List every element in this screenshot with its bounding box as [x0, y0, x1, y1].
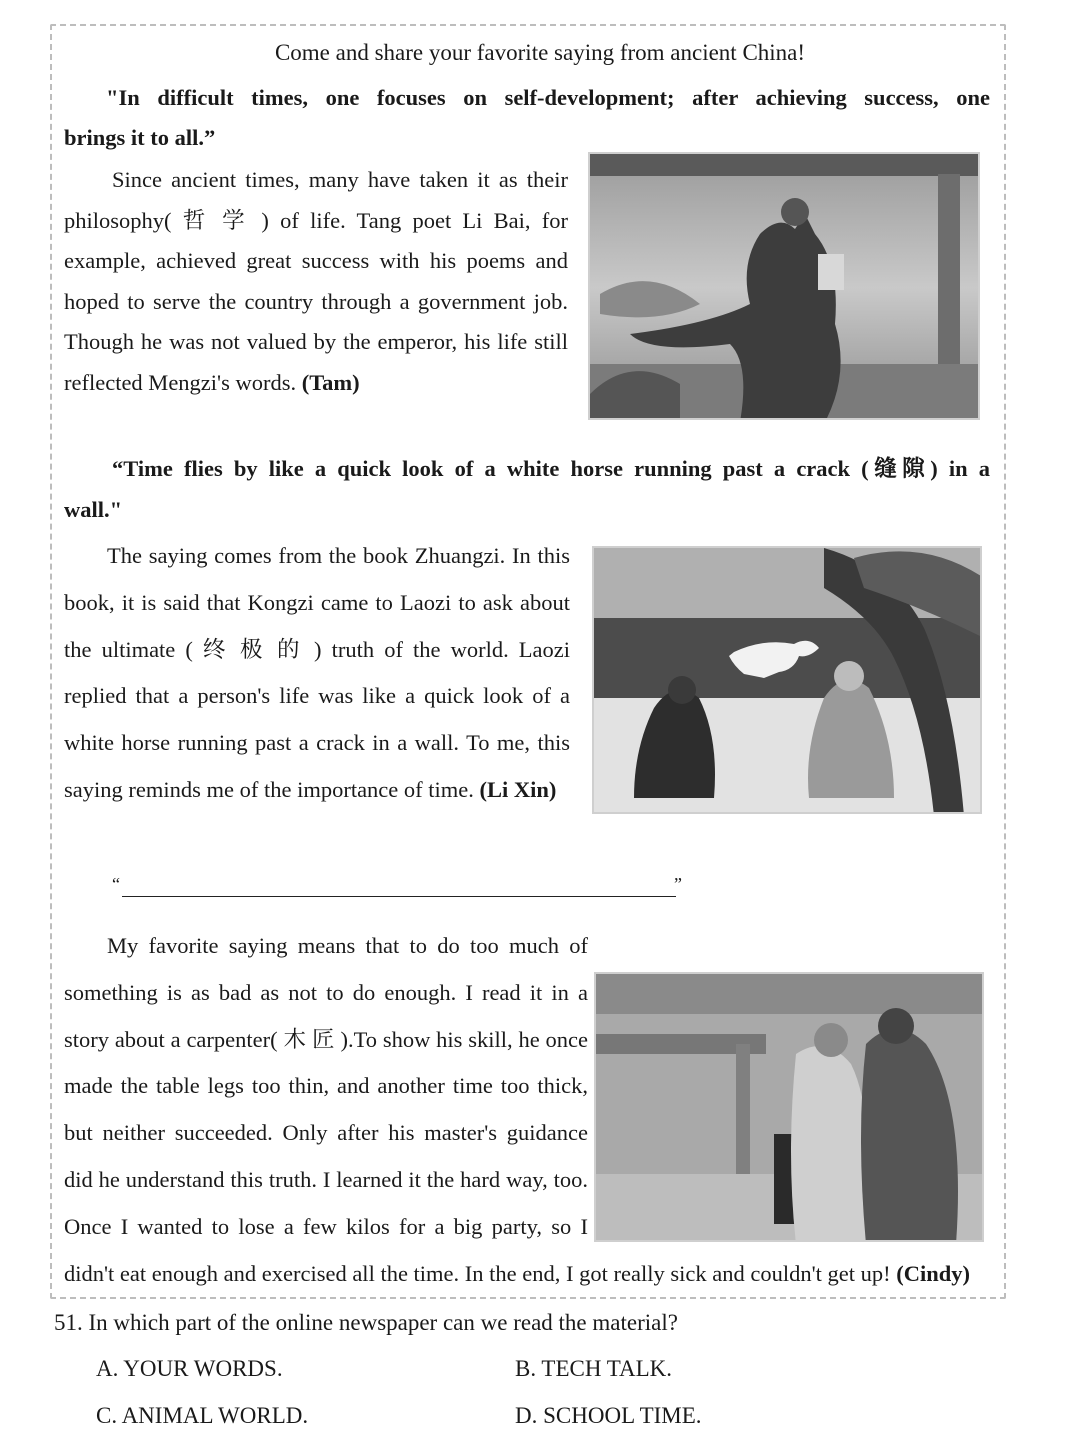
author-cindy: (Cindy) [896, 1260, 970, 1286]
carpenter-illustration [594, 972, 984, 1242]
option-d[interactable]: D. SCHOOL TIME. [515, 1403, 702, 1428]
question-51: 51. In which part of the online newspaper can we read the material? [54, 1310, 678, 1335]
author-tam: (Tam) [301, 369, 360, 395]
article-header: Come and share your favorite saying from ancient China! [274, 40, 806, 65]
option-b[interactable]: B. TECH TALK. [515, 1356, 673, 1381]
white-horse-illustration [592, 546, 982, 814]
saying-2-quote-line2: wall." [64, 497, 123, 522]
close-quote-mark: ” [674, 874, 682, 894]
saying-3-body: My favorite saying means that to do too much of something is as bad as not to do enough. I read it in a story about a carpenter( 木 匠 ).To show his skill, he once made the table legs too thin, and another time too thick, but neither succeeded. Only after his master's guidance did he understand this truth. I learned it the hard way, too. Once I wanted to lose a few kilos for a big party, so I didn't eat enough and exercised all the time. In the end, I got really sick and couldn't get up! (Cindy) [64, 933, 970, 1286]
option-c[interactable]: C. ANIMAL WORLD. [96, 1403, 309, 1428]
open-quote-mark: “ [112, 874, 120, 894]
saying-2-body: The saying comes from the book Zhuangzi. In this book, it is said that Kongzi came to Laozi to ask about the ultimate ( 终 极 的 ) truth of the world. Laozi replied that a person's life was like a quick look of a white horse running past a crack in a wall. To me, this saying reminds me of the importance of time. (Li Xin) [64, 543, 570, 802]
saying-1-quote-line2: brings it to all.” [64, 125, 216, 150]
saying-1-body: Since ancient times, many have taken it as their philosophy( 哲 学 ) of life. Tang poet Li Bai, for example, achieved great success with his poems and hoped to serve the country through a government job. Though he was not valued by the emperor, his life still reflected Mengzi's words. (Tam) [64, 167, 568, 395]
option-a[interactable]: A. YOUR WORDS. [96, 1356, 283, 1381]
saying-2-quote-line1: “Time flies by like a quick look of a white horse running past a crack (缝隙) in a [112, 456, 990, 481]
saying-1-quote-line1: "In difficult times, one focuses on self-development; after achieving success, one [106, 85, 990, 110]
answer-blank-line [122, 896, 676, 897]
author-li-xin: (Li Xin) [479, 776, 557, 802]
li-bai-illustration [588, 152, 980, 420]
